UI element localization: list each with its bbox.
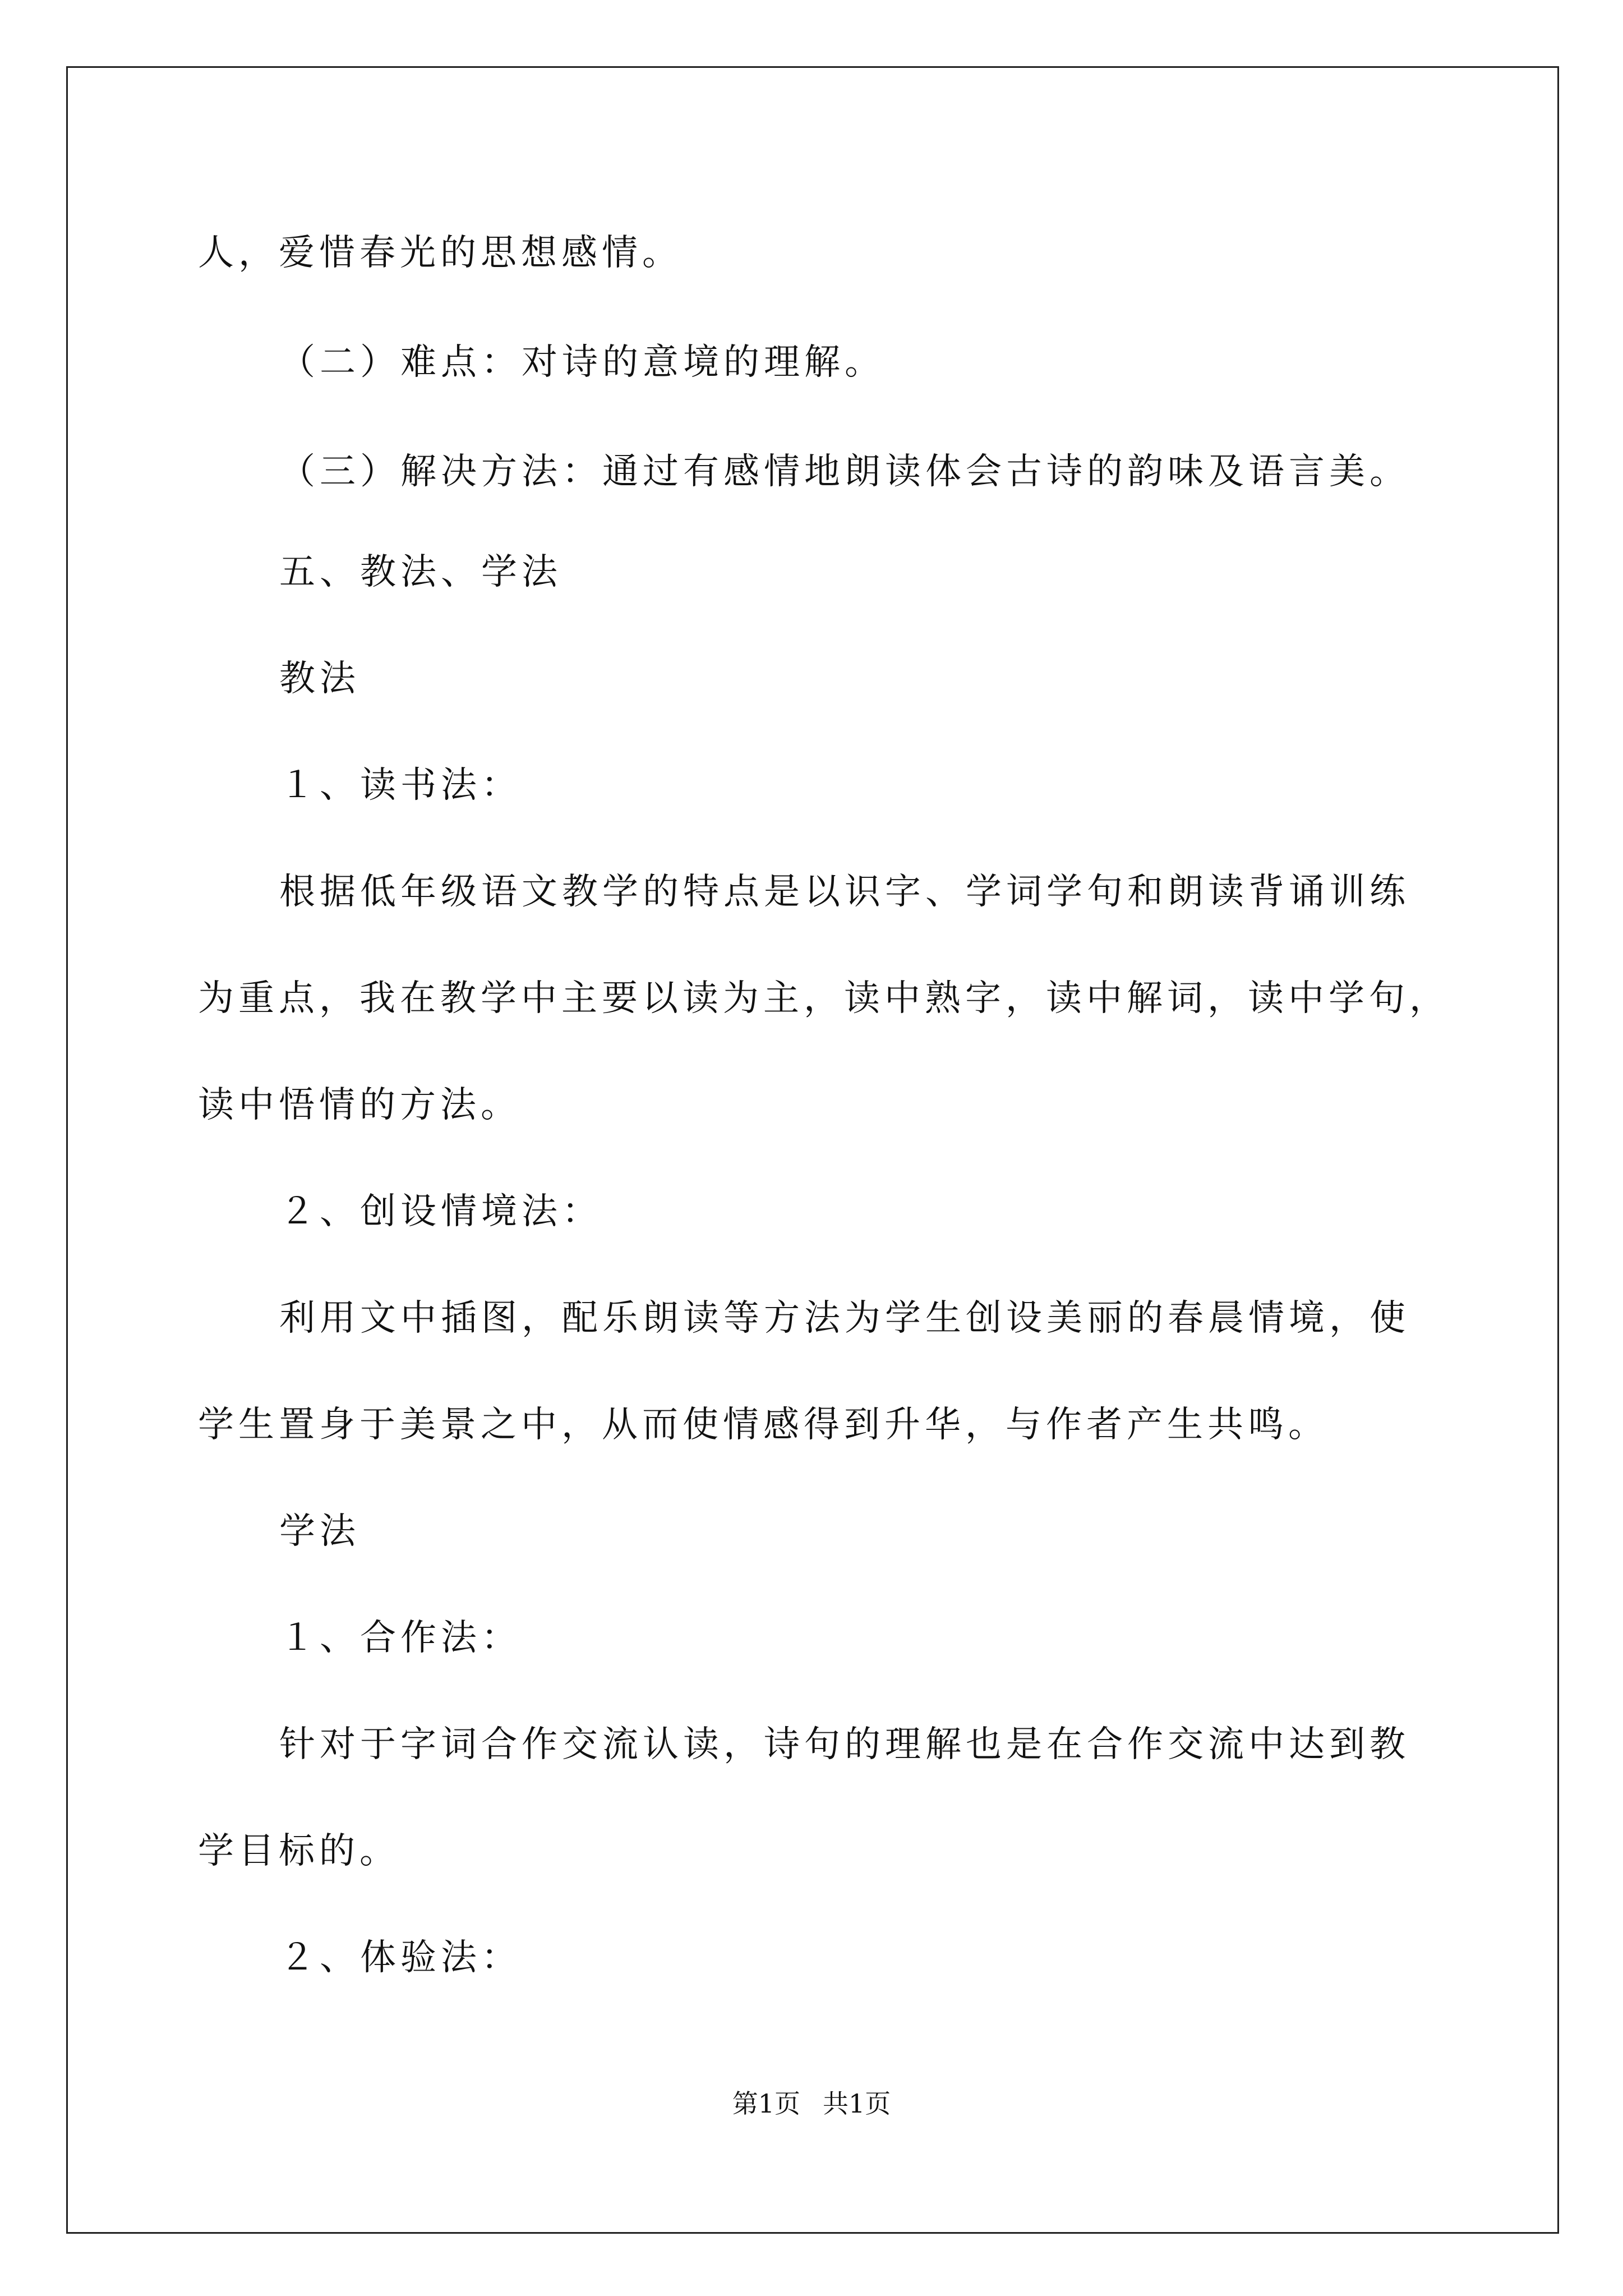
list-item-heading: ２、创设情境法： xyxy=(279,1191,602,1232)
body-line: 为重点，我在教学中主要以读为主，读中熟字，读中解词，读中学句， xyxy=(198,978,1450,1019)
list-item-heading: ２、体验法： xyxy=(279,1937,522,1978)
body-line: 针对于字词合作交流认读，诗句的理解也是在合作交流中达到教 xyxy=(279,1724,1410,1765)
subsection-heading: 教法 xyxy=(279,658,360,700)
body-line: 学目标的。 xyxy=(198,1830,400,1872)
page-footer xyxy=(0,2087,1623,2120)
body-line: 利用文中插图，配乐朗读等方法为学生创设美丽的春晨情境，使 xyxy=(279,1297,1410,1339)
page-number-current: 第1页 xyxy=(732,2088,800,2119)
body-line: （二）难点：对诗的意境的理解。 xyxy=(279,342,885,383)
body-line: 学生置身于美景之中，从而使情感得到升华，与作者产生共鸣。 xyxy=(198,1404,1329,1446)
list-item-heading: １、读书法： xyxy=(279,765,522,806)
body-line: 读中悟情的方法。 xyxy=(198,1084,521,1126)
list-item-heading: １、合作法： xyxy=(279,1617,522,1659)
section-heading: 五、教法、学法 xyxy=(279,551,562,593)
page-number-total: 共1页 xyxy=(823,2088,891,2119)
body-line: （三）解决方法：通过有感情地朗读体会古诗的韵味及语言美。 xyxy=(279,451,1410,493)
subsection-heading: 学法 xyxy=(279,1511,360,1552)
page-border xyxy=(66,66,1559,2234)
body-line: 根据低年级语文教学的特点是以识字、学词学句和朗读背诵训练 xyxy=(279,871,1410,913)
body-line: 人，爱惜春光的思想感情。 xyxy=(198,232,683,274)
